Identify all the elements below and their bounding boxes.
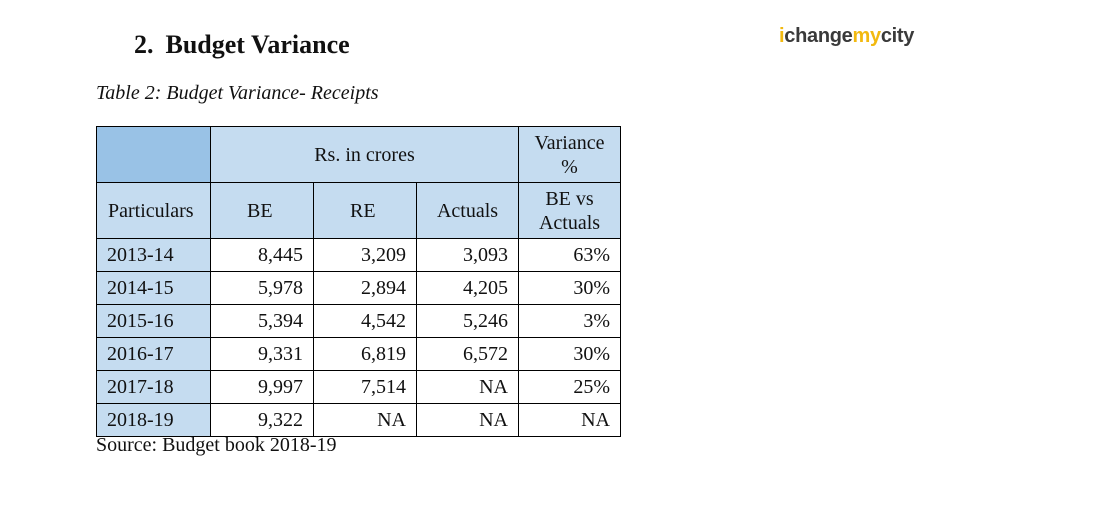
cell-actuals: 5,246: [417, 305, 519, 338]
ichangemycity-logo: [779, 25, 914, 48]
cell-be: 5,978: [211, 272, 314, 305]
cell-be: 9,322: [211, 404, 314, 437]
table-row: [97, 272, 621, 305]
table-row: [97, 239, 621, 272]
corner-cell: [97, 127, 211, 183]
cell-re: 3,209: [314, 239, 417, 272]
cell-actuals: NA: [417, 404, 519, 437]
cell-year: 2016-17: [97, 338, 211, 371]
variance-header-cell: Variance %: [519, 127, 621, 183]
section-number: 2.: [134, 30, 154, 59]
cell-variance: 30%: [519, 272, 621, 305]
cell-actuals: NA: [417, 371, 519, 404]
table-row: [97, 371, 621, 404]
table-source-note: Source: Budget book 2018-19: [96, 434, 337, 456]
col-header-be: BE: [211, 183, 314, 239]
cell-actuals: 3,093: [417, 239, 519, 272]
cell-be: 5,394: [211, 305, 314, 338]
cell-actuals: 4,205: [417, 272, 519, 305]
cell-year: 2014-15: [97, 272, 211, 305]
table-group-header-row: [97, 127, 621, 183]
cell-be: 9,997: [211, 371, 314, 404]
logo-part-city: city: [880, 25, 915, 47]
section-heading: [134, 30, 350, 60]
logo-part-change: change: [784, 25, 853, 47]
cell-actuals: 6,572: [417, 338, 519, 371]
cell-year: 2013-14: [97, 239, 211, 272]
section-title: Budget Variance: [165, 30, 350, 59]
table-column-header-row: [97, 183, 621, 239]
cell-re: 2,894: [314, 272, 417, 305]
cell-re: 6,819: [314, 338, 417, 371]
col-header-re: RE: [314, 183, 417, 239]
budget-variance-table: [96, 126, 621, 437]
cell-re: 7,514: [314, 371, 417, 404]
logo-part-my: my: [852, 25, 881, 47]
col-header-actuals: Actuals: [417, 183, 519, 239]
cell-variance: 30%: [519, 338, 621, 371]
cell-be: 8,445: [211, 239, 314, 272]
col-header-be-vs-actuals: BE vs Actuals: [519, 183, 621, 239]
cell-re: 4,542: [314, 305, 417, 338]
cell-be: 9,331: [211, 338, 314, 371]
table-row: [97, 305, 621, 338]
cell-re: NA: [314, 404, 417, 437]
cell-variance: 63%: [519, 239, 621, 272]
cell-year: 2018-19: [97, 404, 211, 437]
cell-variance: NA: [519, 404, 621, 437]
table-caption: Table 2: Budget Variance- Receipts: [96, 82, 379, 104]
cell-variance: 3%: [519, 305, 621, 338]
cell-year: 2017-18: [97, 371, 211, 404]
col-header-particulars: Particulars: [97, 183, 211, 239]
table-row: [97, 338, 621, 371]
logo-part-i: i: [779, 25, 785, 47]
cell-year: 2015-16: [97, 305, 211, 338]
cell-variance: 25%: [519, 371, 621, 404]
group-header-cell: Rs. in crores: [211, 127, 519, 183]
table-row: [97, 404, 621, 437]
